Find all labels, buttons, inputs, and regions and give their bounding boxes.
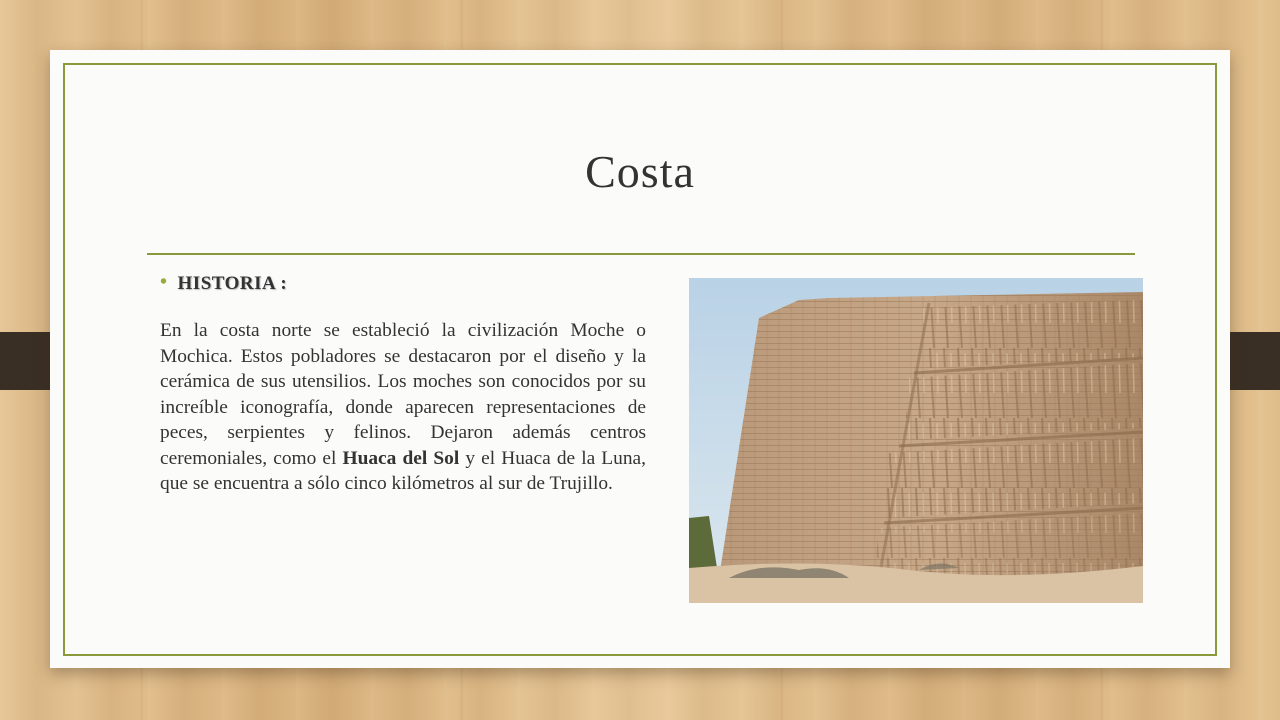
huaca-photo-illustration [689,278,1143,603]
round-bullet-icon: • [160,271,168,293]
paragraph-bold-term: Huaca del Sol [342,447,460,469]
huaca-photo [689,278,1143,603]
history-paragraph [160,318,646,497]
paragraph-text-1: En la costa norte se estableció la civilización Moche o Mochica. Estos pobladores se destacaron por el diseño y la cerámica de sus utensilios. Los moches son conocidos por su increíble iconografía, donde aparecen representaciones de peces, serpientes y felinos. Dejaron además centros ceremoniales, como el [160,320,646,469]
slide-title: Costa [585,146,695,197]
paragraph-text-2: y el Huaca de la Luna, que se encuentra a sólo cinco kilómetros al sur de Trujillo. [160,447,646,494]
bullet-heading [160,272,287,295]
bullet-heading-label: HISTORIA : [177,273,288,294]
title-divider [147,253,1135,255]
